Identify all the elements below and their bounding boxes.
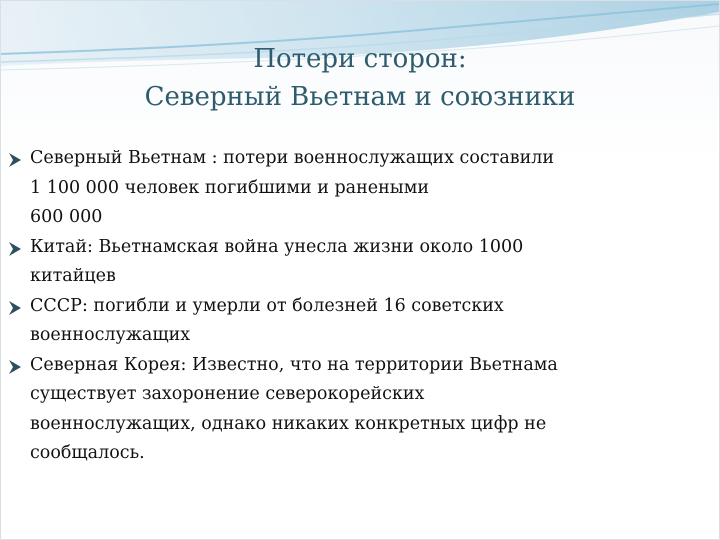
title-line-1: Потери сторон:: [253, 44, 467, 74]
bullet-china: [6, 233, 714, 292]
slide-title: [0, 40, 720, 116]
arrow-bullet-icon: [8, 152, 22, 168]
bullet-ussr: [6, 292, 714, 351]
bullet-line: военнослужащих, однако никаких конкретных цифр не: [30, 413, 547, 434]
bullet-line: Китай: Вьетнамская война унесла жизни около 1000: [30, 236, 524, 257]
arrow-bullet-icon: [8, 300, 22, 316]
bullet-line: 600 000: [30, 207, 103, 227]
bullet-line: существует захоронение северокорейских: [30, 384, 425, 404]
bullet-line: сообщалось.: [30, 443, 145, 463]
title-line-2: Северный Вьетнам и союзники: [144, 82, 576, 112]
arrow-bullet-icon: [8, 359, 22, 375]
bullet-line: СССР: погибли и умерли от болезней 16 советских: [30, 295, 504, 316]
bullet-list: [6, 144, 714, 469]
bullet-line: китайцев: [30, 266, 116, 286]
bullet-line: Северная Корея: Известно, что на территории Вьетнама: [30, 354, 558, 375]
arrow-bullet-icon: [8, 241, 22, 257]
bullet-north-korea: [6, 351, 714, 469]
bullet-line: 1 100 000 человек погибшими и ранеными: [30, 177, 430, 198]
bullet-north-vietnam: [6, 144, 714, 233]
bullet-line: военнослужащих: [30, 325, 191, 345]
bullet-line: Северный Вьетнам : потери военнослужащих составили: [30, 148, 555, 168]
